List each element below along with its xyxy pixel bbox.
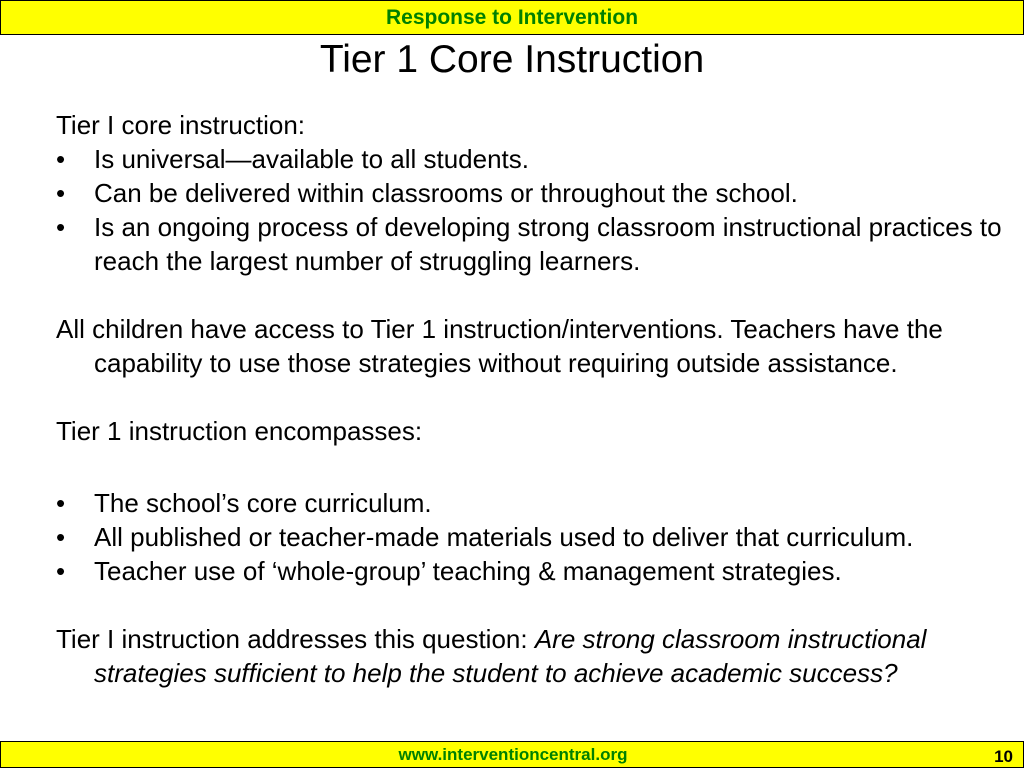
bullet-icon: • xyxy=(56,556,66,586)
access-paragraph: All children have access to Tier 1 instruction/interventions. Teachers have the capability to use those strategies without requiring outside assistance. xyxy=(56,314,943,378)
bullet-text: All published or teacher-made materials used to deliver that curriculum. xyxy=(94,522,914,552)
bullet-text: Teacher use of ‘whole-group’ teaching & management strategies. xyxy=(94,556,842,586)
bullet-text: Is an ongoing process of developing strong classroom instructional practices to reach the largest number of struggling learners. xyxy=(94,212,1002,276)
bullet-text: Is universal—available to all students. xyxy=(94,144,530,174)
question-paragraph xyxy=(56,622,1016,690)
list-item xyxy=(56,142,1016,176)
slide-number: 10 xyxy=(994,747,1013,766)
intro-line: Tier I core instruction: xyxy=(56,110,306,140)
bullet-icon: • xyxy=(56,212,66,242)
bullet-text: The school’s core curriculum. xyxy=(94,488,432,518)
list-item xyxy=(56,486,1016,520)
bullet-text: Can be delivered within classrooms or throughout the school. xyxy=(94,178,798,208)
header-bar xyxy=(0,0,1024,35)
slide-body xyxy=(56,108,1016,690)
list-item xyxy=(56,176,1016,210)
bullet-icon: • xyxy=(56,178,66,208)
list-item xyxy=(56,210,1016,278)
bullet-icon: • xyxy=(56,488,66,518)
bullet-icon: • xyxy=(56,522,66,552)
bullet-icon: • xyxy=(56,144,66,174)
encompasses-intro: Tier 1 instruction encompasses: xyxy=(56,416,423,446)
question-text: Are strong classroom instructional strategies sufficient to help the student to achieve academic success? xyxy=(94,624,927,688)
footer-bar xyxy=(0,741,1024,768)
question-lead: Tier I instruction addresses this question: xyxy=(56,624,535,654)
header-title: Response to Intervention xyxy=(385,5,639,29)
footer-url: www.interventioncentral.org xyxy=(398,745,628,764)
list-item xyxy=(56,520,1016,554)
slide-title: Tier 1 Core Instruction xyxy=(319,38,705,81)
list-item xyxy=(56,554,1016,588)
